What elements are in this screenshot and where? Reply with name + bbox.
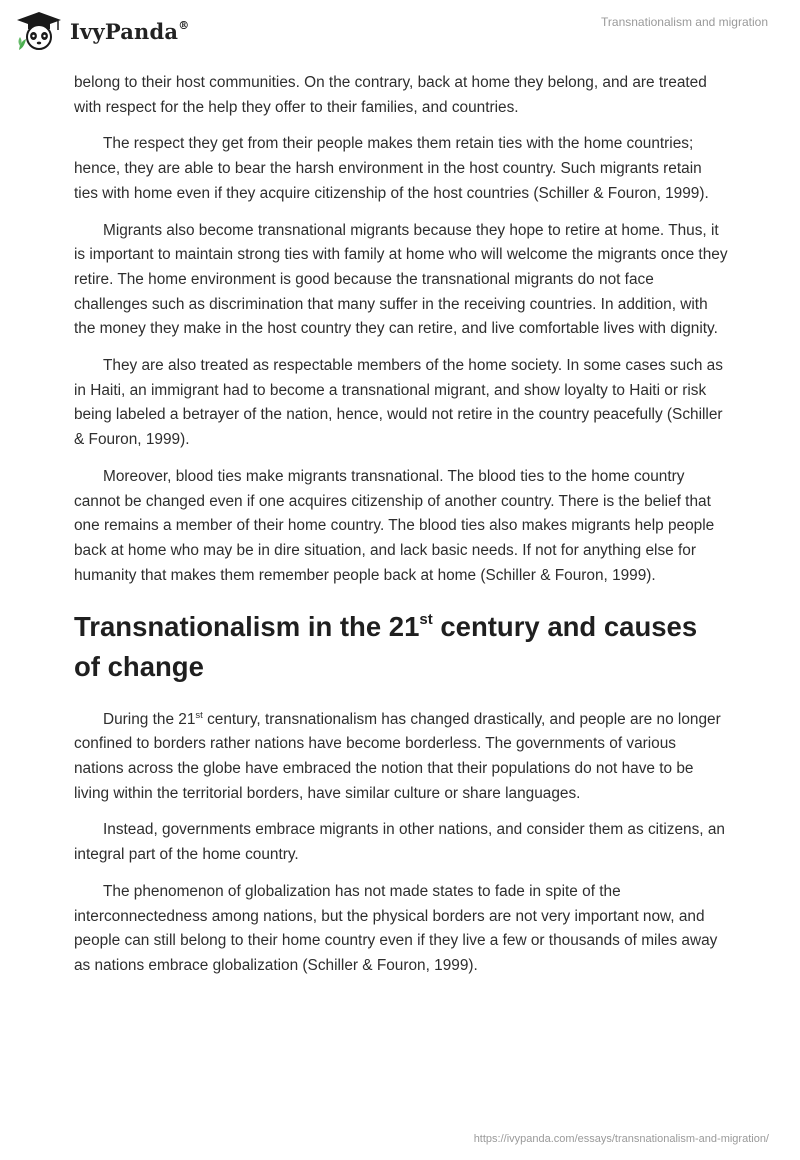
paragraph: The respect they get from their people makes them retain ties with the home countries; hence, they are able to bear the harsh environment in the host country. Such migrants retain ties with home even if they acquire citizenship of the host countries (Schiller & Fouron, 1999). xyxy=(74,135,709,202)
page-header xyxy=(0,0,800,60)
brand-logo[interactable] xyxy=(14,10,189,52)
section-heading: Transnationalism in the 21st century and causes of change xyxy=(74,611,698,682)
paragraph: During the 21st century, transnationalism has changed drastically, and people are no longer confined to borders rather nations have become borderless. The governments of various nations across the globe have embraced the notion that their populations do not have to be living within the territorial borders, have similar culture or share languages. xyxy=(74,709,721,802)
paragraph: They are also treated as respectable members of the home society. In some cases such as in Haiti, an immigrant had to become a transnational migrant, and show loyalty to Haiti or risk being labeled a betrayer of the nation, hence, would not retire in the country peacefully (Schiller & Fouron, 1999). xyxy=(74,357,723,449)
paragraph: The phenomenon of globalization has not made states to fade in spite of the interconnectedness among nations, but the physical borders are not very important now, and people can still belong to their home country even if they live a few or thousands of miles away as nations embrace globalization (Schiller & Fouron, 1999). xyxy=(74,882,718,974)
panda-graduate-icon xyxy=(14,10,64,52)
source-url[interactable]: https://ivypanda.com/essays/transnationalism-and-migration/ xyxy=(473,1133,769,1145)
essay-body xyxy=(74,71,729,991)
document-title: Transnationalism and migration xyxy=(601,15,768,29)
paragraph: belong to their host communities. On the contrary, back at home they belong, and are treated with respect for the help they offer to their families, and countries. xyxy=(74,74,707,116)
paragraph: Moreover, blood ties make migrants transnational. The blood ties to the home country cannot be changed even if one acquires citizenship of another country. There is the belief that one remains a member of their home country. The blood ties also makes migrants help people back at home who may be in dire situation, and lack basic needs. If not for anything else for humanity that makes them remember people back at home (Schiller & Fouron, 1999). xyxy=(74,467,715,584)
paragraph: Migrants also become transnational migrants because they hope to retire at home. Thus, it is important to maintain strong ties with family at home who will welcome the migrants once they retire. The home environment is good because the transnational migrants do not face challenges such as discrimination that many suffer in the receiving countries. In addition, with the money they make in the host country they can retire, and live comfortable lives with dignity. xyxy=(74,221,728,338)
brand-name: IvyPanda® xyxy=(70,18,190,44)
paragraph: Instead, governments embrace migrants in other nations, and consider them as citizens, an integral part of the home country. xyxy=(74,821,725,864)
